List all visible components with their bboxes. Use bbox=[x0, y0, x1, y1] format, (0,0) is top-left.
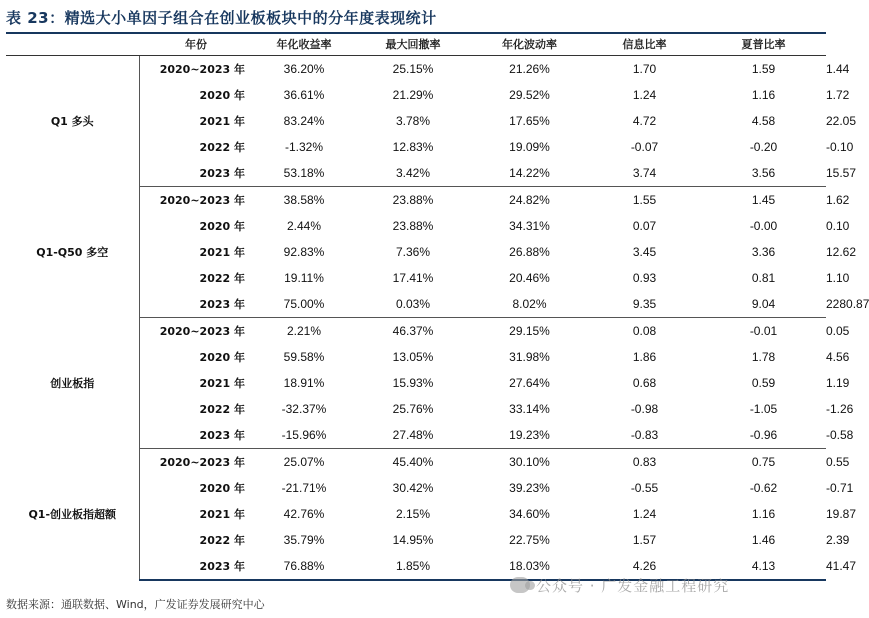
watermark-text: 公众号 · 广发金融工程研究 bbox=[536, 576, 730, 595]
table-row: Q1-创业板指超额 2020~2023 年 25.07% 45.40% 30.10% 0.83 0.75 0.55 bbox=[6, 449, 826, 476]
value-cell: 75.00% bbox=[253, 291, 355, 318]
value-cell: 0.59 bbox=[751, 376, 776, 390]
year-cell: 2021 年 bbox=[199, 115, 245, 128]
value-cell: 92.83% bbox=[283, 245, 325, 259]
table-row: 2023 年 -15.96% 27.48% 19.23% -0.83 -0.96 -0.58 bbox=[6, 422, 826, 449]
value-cell: 4.72 bbox=[632, 114, 657, 128]
value-cell: -0.55 bbox=[630, 481, 659, 495]
table-title: 表 23：精选大小单因子组合在创业板板块中的分年度表现统计 bbox=[6, 6, 826, 34]
value-cell: 36.20% bbox=[283, 62, 325, 76]
value-cell: 45.40% bbox=[392, 455, 434, 469]
table-row: 2022 年 -32.37% 25.76% 33.14% -0.98 -1.05 -1.26 bbox=[6, 396, 826, 422]
year-cell: 2020~2023 年 bbox=[159, 63, 245, 76]
value-cell: 9.04 bbox=[701, 291, 826, 318]
table-row: Q1 多头 2020~2023 年 36.20% 25.15% 21.26% 1.70 1.59 1.44 bbox=[6, 56, 826, 83]
value-cell: 4.26 bbox=[588, 553, 701, 580]
value-cell: 15.93% bbox=[392, 376, 434, 390]
value-cell: 14.22% bbox=[471, 160, 588, 187]
value-cell: 3.36 bbox=[751, 245, 776, 259]
value-cell: -21.71% bbox=[281, 481, 327, 495]
value-cell: 39.23% bbox=[509, 481, 550, 495]
stats-table bbox=[6, 33, 869, 581]
year-cell: 2021 年 bbox=[199, 377, 245, 390]
value-cell: 18.03% bbox=[471, 553, 588, 580]
value-cell: 22.75% bbox=[509, 533, 550, 547]
header-cell: 年化波动率 bbox=[471, 33, 588, 56]
year-cell: 2021 年 bbox=[199, 246, 245, 259]
value-cell: 25.15% bbox=[392, 62, 434, 76]
value-cell: 1.46 bbox=[751, 533, 776, 547]
value-cell: 46.37% bbox=[392, 324, 434, 338]
wechat-icon bbox=[510, 577, 530, 593]
group-label: Q1-Q50 多空 bbox=[6, 187, 139, 318]
table-row: 2023 年 76.88% 1.85% 18.03% 4.26 4.13 41.47 bbox=[6, 553, 826, 580]
table-row: 2021 年 18.91% 15.93% 27.64% 0.68 0.59 1.19 bbox=[6, 370, 826, 396]
value-cell: 8.02% bbox=[471, 291, 588, 318]
value-cell: 0.75 bbox=[751, 455, 776, 469]
table-row: 2023 年 53.18% 3.42% 14.22% 3.74 3.56 15.57 bbox=[6, 160, 826, 187]
value-cell: 3.42% bbox=[355, 160, 471, 187]
year-cell: 2020~2023 年 bbox=[159, 456, 245, 469]
year-cell: 2023 年 bbox=[139, 553, 253, 580]
value-cell: 3.74 bbox=[588, 160, 701, 187]
value-cell: 19.09% bbox=[509, 140, 550, 154]
table-row: Q1-Q50 多空 2020~2023 年 38.58% 23.88% 24.82% 1.55 1.45 1.62 bbox=[6, 187, 826, 214]
value-cell: 0.07 bbox=[632, 219, 657, 233]
value-cell: -0.83 bbox=[588, 422, 701, 449]
value-cell: 23.88% bbox=[392, 219, 434, 233]
value-cell: 0.93 bbox=[632, 271, 657, 285]
year-cell: 2023 年 bbox=[139, 160, 253, 187]
value-cell: 26.88% bbox=[509, 245, 550, 259]
value-cell: 21.29% bbox=[392, 88, 434, 102]
value-cell: 13.05% bbox=[392, 350, 434, 364]
year-cell: 2020 年 bbox=[199, 220, 245, 233]
value-cell: 0.68 bbox=[632, 376, 657, 390]
value-cell: 2.15% bbox=[395, 507, 431, 521]
value-cell: -0.07 bbox=[630, 140, 659, 154]
value-cell: 4.58 bbox=[751, 114, 776, 128]
value-cell: 29.15% bbox=[509, 324, 550, 338]
value-cell: 53.18% bbox=[253, 160, 355, 187]
value-cell: 12.83% bbox=[392, 140, 434, 154]
value-cell: 1.45 bbox=[751, 193, 776, 207]
group-label: Q1 多头 bbox=[6, 56, 139, 187]
year-cell: 2022 年 bbox=[199, 141, 245, 154]
header-row bbox=[6, 33, 826, 56]
source-note: 数据来源：通联数据、Wind，广发证券发展研究中心 bbox=[6, 598, 265, 611]
value-cell: 59.58% bbox=[283, 350, 325, 364]
value-cell: 27.48% bbox=[355, 422, 471, 449]
value-cell: 0.81 bbox=[751, 271, 776, 285]
value-cell: -0.96 bbox=[701, 422, 826, 449]
value-cell: 3.45 bbox=[632, 245, 657, 259]
value-cell: 14.95% bbox=[392, 533, 434, 547]
value-cell: -0.20 bbox=[749, 140, 778, 154]
value-cell: 23.88% bbox=[392, 193, 434, 207]
value-cell: -1.32% bbox=[284, 140, 324, 154]
value-cell: 34.60% bbox=[509, 507, 550, 521]
table-body bbox=[6, 56, 869, 581]
value-cell: 25.76% bbox=[392, 402, 434, 416]
value-cell: 7.36% bbox=[395, 245, 431, 259]
value-cell: 21.26% bbox=[509, 62, 550, 76]
value-cell: 25.07% bbox=[283, 455, 325, 469]
header-cell bbox=[6, 33, 139, 56]
value-cell: -0.00 bbox=[749, 219, 778, 233]
value-cell: 20.46% bbox=[509, 271, 550, 285]
value-cell: 19.23% bbox=[471, 422, 588, 449]
table-row: 2021 年 42.76% 2.15% 34.60% 1.24 1.16 19.87 bbox=[6, 501, 826, 527]
value-cell: 1.86 bbox=[632, 350, 657, 364]
value-cell: 30.42% bbox=[392, 481, 434, 495]
table-row: 2020 年 36.61% 21.29% 29.52% 1.24 1.16 1.72 bbox=[6, 82, 826, 108]
group-label: 创业板指 bbox=[6, 318, 139, 449]
table-row: 2021 年 92.83% 7.36% 26.88% 3.45 3.36 12.62 bbox=[6, 239, 826, 265]
value-cell: 17.41% bbox=[392, 271, 434, 285]
value-cell: 1.16 bbox=[751, 88, 776, 102]
value-cell: 1.57 bbox=[632, 533, 657, 547]
value-cell: 33.14% bbox=[509, 402, 550, 416]
year-cell: 2022 年 bbox=[199, 403, 245, 416]
value-cell: 1.78 bbox=[751, 350, 776, 364]
value-cell: 17.65% bbox=[509, 114, 550, 128]
value-cell: 29.52% bbox=[509, 88, 550, 102]
value-cell: 3.56 bbox=[701, 160, 826, 187]
header-cell: 夏普比率 bbox=[701, 33, 826, 56]
value-cell: 1.55 bbox=[632, 193, 657, 207]
year-cell: 2020~2023 年 bbox=[159, 194, 245, 207]
year-cell: 2020 年 bbox=[199, 89, 245, 102]
value-cell: 76.88% bbox=[253, 553, 355, 580]
value-cell: 3.78% bbox=[395, 114, 431, 128]
value-cell: -15.96% bbox=[253, 422, 355, 449]
header-cell: 年化收益率 bbox=[253, 33, 355, 56]
table-row: 2021 年 83.24% 3.78% 17.65% 4.72 4.58 22.05 bbox=[6, 108, 826, 134]
value-cell: 36.61% bbox=[283, 88, 325, 102]
table-row: 创业板指 2020~2023 年 2.21% 46.37% 29.15% 0.08 -0.01 0.05 bbox=[6, 318, 826, 345]
year-cell: 2023 年 bbox=[139, 291, 253, 318]
value-cell: 27.64% bbox=[509, 376, 550, 390]
value-cell: 18.91% bbox=[283, 376, 325, 390]
value-cell: -0.62 bbox=[749, 481, 778, 495]
table-row: 2020 年 -21.71% 30.42% 39.23% -0.55 -0.62 -0.71 bbox=[6, 475, 826, 501]
header-cell: 信息比率 bbox=[588, 33, 701, 56]
table-row: 2022 年 19.11% 17.41% 20.46% 0.93 0.81 1.10 bbox=[6, 265, 826, 291]
value-cell: 1.24 bbox=[632, 507, 657, 521]
value-cell: 34.31% bbox=[509, 219, 550, 233]
value-cell: 9.35 bbox=[588, 291, 701, 318]
table-row: 2023 年 75.00% 0.03% 8.02% 9.35 9.04 2280.87 bbox=[6, 291, 826, 318]
value-cell: 0.03% bbox=[355, 291, 471, 318]
value-cell: 1.70 bbox=[632, 62, 657, 76]
year-cell: 2023 年 bbox=[139, 422, 253, 449]
value-cell: 30.10% bbox=[509, 455, 550, 469]
table-row: 2022 年 35.79% 14.95% 22.75% 1.57 1.46 2.39 bbox=[6, 527, 826, 553]
year-cell: 2021 年 bbox=[199, 508, 245, 521]
table-row: 2020 年 2.44% 23.88% 34.31% 0.07 -0.00 0.10 bbox=[6, 213, 826, 239]
value-cell: 0.83 bbox=[632, 455, 657, 469]
value-cell: -1.05 bbox=[749, 402, 778, 416]
year-cell: 2020~2023 年 bbox=[159, 325, 245, 338]
year-cell: 2022 年 bbox=[199, 272, 245, 285]
table-row: 2022 年 -1.32% 12.83% 19.09% -0.07 -0.20 -0.10 bbox=[6, 134, 826, 160]
value-cell: 83.24% bbox=[283, 114, 325, 128]
value-cell: 1.16 bbox=[751, 507, 776, 521]
value-cell: 2.21% bbox=[286, 324, 322, 338]
value-cell: 19.11% bbox=[284, 271, 324, 285]
header-cell: 最大回撤率 bbox=[355, 33, 471, 56]
group-label: Q1-创业板指超额 bbox=[6, 449, 139, 581]
value-cell: 24.82% bbox=[509, 193, 550, 207]
value-cell: -0.98 bbox=[630, 402, 659, 416]
value-cell: 2.44% bbox=[286, 219, 322, 233]
year-cell: 2022 年 bbox=[199, 534, 245, 547]
value-cell: -32.37% bbox=[281, 402, 327, 416]
value-cell: 1.24 bbox=[632, 88, 657, 102]
value-cell: 4.13 bbox=[701, 553, 826, 580]
value-cell: 35.79% bbox=[283, 533, 325, 547]
header-cell: 年份 bbox=[139, 33, 253, 56]
watermark bbox=[510, 574, 729, 596]
value-cell: 31.98% bbox=[509, 350, 550, 364]
year-cell: 2020 年 bbox=[199, 482, 245, 495]
value-cell: 0.08 bbox=[632, 324, 657, 338]
value-cell: 38.58% bbox=[283, 193, 325, 207]
value-cell: 1.85% bbox=[355, 553, 471, 580]
value-cell: 42.76% bbox=[283, 507, 325, 521]
value-cell: 1.59 bbox=[751, 62, 776, 76]
table-row: 2020 年 59.58% 13.05% 31.98% 1.86 1.78 4.56 bbox=[6, 344, 826, 370]
value-cell: -0.01 bbox=[749, 324, 778, 338]
year-cell: 2020 年 bbox=[199, 351, 245, 364]
